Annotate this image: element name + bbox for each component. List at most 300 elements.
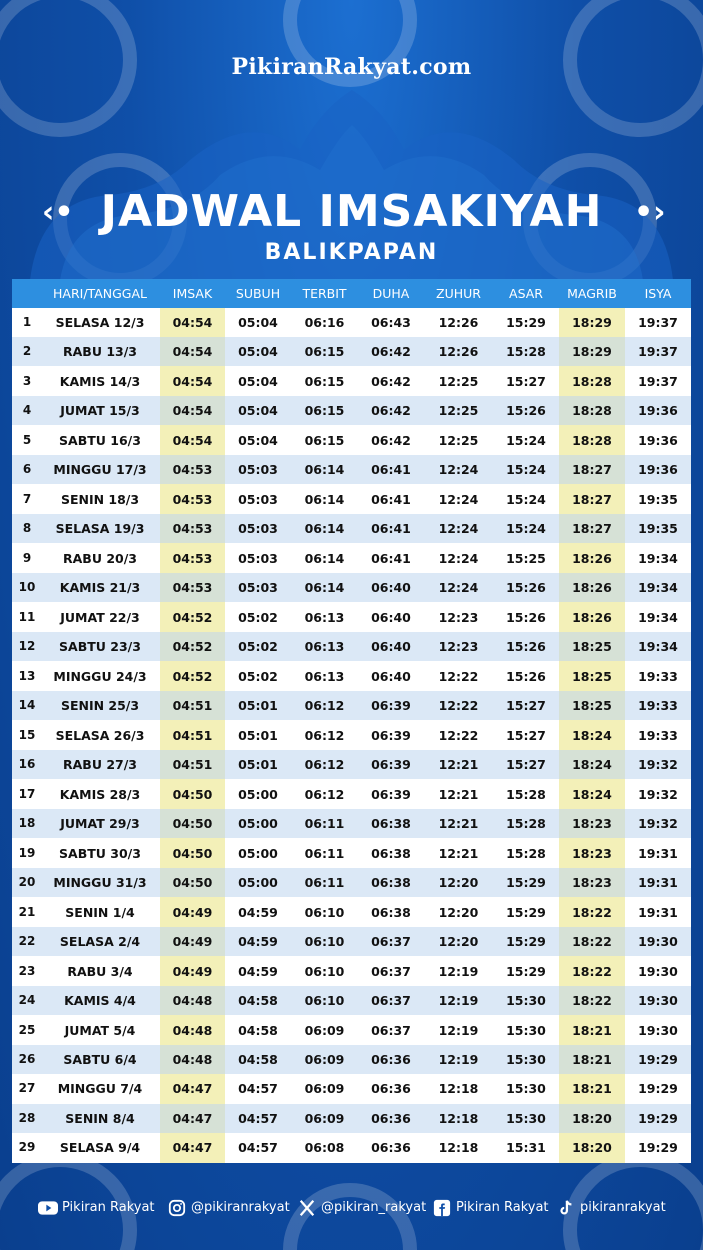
cell-subuh: 05:01 bbox=[238, 698, 278, 714]
cell-imsak: 04:49 bbox=[172, 934, 213, 950]
table-row bbox=[12, 367, 691, 396]
cell-magrib: 18:22 bbox=[572, 993, 612, 1009]
cell-row-number: 11 bbox=[18, 609, 36, 624]
table-row bbox=[12, 573, 691, 602]
cell-zuhur: 12:25 bbox=[438, 373, 479, 389]
table-row bbox=[12, 691, 691, 720]
cell-terbit: 06:15 bbox=[304, 432, 345, 448]
cell-imsak: 04:54 bbox=[172, 432, 213, 448]
cell-asar: 15:28 bbox=[506, 845, 546, 861]
cell-magrib: 18:22 bbox=[572, 963, 612, 979]
table-row bbox=[12, 868, 691, 897]
cell-imsak: 04:52 bbox=[172, 639, 213, 655]
cell-asar: 15:30 bbox=[506, 993, 546, 1009]
cell-isya: 19:34 bbox=[638, 609, 678, 625]
facebook-link[interactable] bbox=[432, 1196, 549, 1220]
cell-isya: 19:33 bbox=[638, 727, 678, 743]
cell-imsak: 04:52 bbox=[172, 609, 213, 625]
cell-day-date: KAMIS 4/4 bbox=[64, 993, 136, 1009]
cell-duha: 06:40 bbox=[371, 580, 411, 596]
column-header-zuhur: ZUHUR bbox=[436, 286, 481, 301]
cell-zuhur: 12:20 bbox=[438, 875, 479, 891]
table-row bbox=[12, 809, 691, 838]
cell-subuh: 05:00 bbox=[238, 816, 278, 832]
cell-magrib: 18:23 bbox=[572, 816, 612, 832]
cell-isya: 19:36 bbox=[638, 432, 678, 448]
cell-day-date: SELASA 9/4 bbox=[59, 1140, 141, 1156]
cell-imsak: 04:48 bbox=[172, 993, 213, 1009]
cell-terbit: 06:14 bbox=[304, 491, 345, 507]
column-header-day-date: HARI/TANGGAL bbox=[53, 286, 147, 301]
cell-imsak: 04:50 bbox=[172, 786, 213, 802]
cell-duha: 06:38 bbox=[371, 904, 411, 920]
cell-duha: 06:38 bbox=[371, 875, 411, 891]
cell-day-date: MINGGU 17/3 bbox=[53, 462, 147, 478]
cell-isya: 19:33 bbox=[638, 668, 678, 684]
cell-magrib: 18:25 bbox=[572, 639, 612, 655]
cell-terbit: 06:16 bbox=[304, 315, 345, 330]
cell-zuhur: 12:22 bbox=[438, 727, 479, 743]
cell-asar: 15:29 bbox=[506, 963, 546, 979]
cell-terbit: 06:10 bbox=[304, 993, 345, 1009]
cell-day-date: SELASA 2/4 bbox=[59, 934, 141, 950]
cell-duha: 06:41 bbox=[371, 491, 411, 507]
cell-row-number: 17 bbox=[18, 786, 36, 801]
table-row bbox=[12, 544, 691, 573]
cell-terbit: 06:13 bbox=[304, 639, 345, 655]
cell-duha: 06:41 bbox=[371, 550, 411, 566]
brand-logo: PikiranRakyat.com bbox=[231, 54, 472, 80]
cell-isya: 19:29 bbox=[638, 1140, 678, 1156]
cell-row-number: 7 bbox=[22, 491, 32, 506]
cell-zuhur: 12:22 bbox=[438, 668, 479, 684]
cell-subuh: 04:57 bbox=[238, 1110, 278, 1126]
cell-row-number: 9 bbox=[22, 550, 32, 565]
cell-asar: 15:29 bbox=[506, 904, 546, 920]
table-row bbox=[12, 1133, 691, 1162]
cell-subuh: 05:02 bbox=[238, 609, 278, 625]
cell-asar: 15:26 bbox=[506, 639, 546, 655]
cell-duha: 06:42 bbox=[371, 373, 411, 389]
cell-duha: 06:40 bbox=[371, 668, 411, 684]
table-row bbox=[12, 662, 691, 691]
cell-imsak: 04:50 bbox=[172, 816, 213, 832]
cell-day-date: RABU 27/3 bbox=[63, 757, 137, 773]
cell-duha: 06:43 bbox=[371, 315, 411, 330]
column-header-duha: DUHA bbox=[372, 286, 410, 301]
cell-asar: 15:29 bbox=[506, 875, 546, 891]
cell-terbit: 06:11 bbox=[304, 875, 345, 891]
cell-day-date: MINGGU 7/4 bbox=[57, 1081, 143, 1097]
cell-isya: 19:35 bbox=[638, 521, 678, 537]
cell-magrib: 18:27 bbox=[572, 491, 612, 507]
cell-magrib: 18:21 bbox=[572, 1081, 612, 1097]
table-header bbox=[12, 279, 691, 308]
cell-zuhur: 12:24 bbox=[438, 521, 479, 537]
x-link[interactable] bbox=[297, 1196, 426, 1220]
cell-asar: 15:27 bbox=[506, 698, 546, 714]
cell-asar: 15:31 bbox=[506, 1140, 546, 1156]
cell-duha: 06:39 bbox=[371, 727, 411, 743]
cell-zuhur: 12:25 bbox=[438, 403, 479, 419]
cell-day-date: JUMAT 15/3 bbox=[60, 403, 140, 419]
cell-magrib: 18:28 bbox=[572, 373, 612, 389]
cell-subuh: 04:59 bbox=[238, 963, 278, 979]
cell-subuh: 05:00 bbox=[238, 875, 278, 891]
cell-isya: 19:30 bbox=[638, 934, 678, 950]
cell-asar: 15:30 bbox=[506, 1052, 546, 1067]
table-row bbox=[12, 986, 691, 1015]
table-row bbox=[12, 721, 691, 750]
column-header-subuh: SUBUH bbox=[235, 286, 281, 301]
cell-row-number: 4 bbox=[22, 403, 32, 418]
page-subtitle: BALIKPAPAN bbox=[264, 240, 439, 265]
cell-day-date: SENIN 8/4 bbox=[65, 1110, 135, 1126]
cell-imsak: 04:50 bbox=[172, 875, 213, 891]
instagram-link[interactable] bbox=[167, 1196, 290, 1220]
tiktok-label: pikiranrakyat bbox=[580, 1200, 666, 1215]
cell-row-number: 28 bbox=[18, 1110, 36, 1125]
cell-row-number: 14 bbox=[18, 698, 36, 713]
cell-row-number: 13 bbox=[18, 668, 36, 683]
table-row bbox=[12, 632, 691, 661]
cell-day-date: RABU 20/3 bbox=[63, 550, 137, 566]
cell-asar: 15:24 bbox=[506, 432, 546, 448]
table-row bbox=[12, 1045, 691, 1074]
table-row bbox=[12, 927, 691, 956]
cell-magrib: 18:23 bbox=[572, 845, 612, 861]
table-row bbox=[12, 839, 691, 868]
cell-terbit: 06:11 bbox=[304, 816, 345, 832]
cell-row-number: 3 bbox=[22, 373, 32, 388]
cell-imsak: 04:53 bbox=[172, 580, 213, 596]
cell-asar: 15:27 bbox=[506, 373, 546, 389]
cell-duha: 06:40 bbox=[371, 609, 411, 625]
cell-row-number: 12 bbox=[18, 639, 36, 654]
cell-magrib: 18:25 bbox=[572, 668, 612, 684]
cell-zuhur: 12:18 bbox=[438, 1110, 479, 1126]
right-ornament-icon: •› bbox=[634, 195, 666, 230]
cell-isya: 19:37 bbox=[638, 344, 678, 360]
youtube-label: Pikiran Rakyat bbox=[62, 1200, 155, 1215]
cell-day-date: MINGGU 24/3 bbox=[53, 668, 147, 684]
cell-duha: 06:37 bbox=[371, 934, 411, 950]
cell-magrib: 18:22 bbox=[572, 934, 612, 950]
cell-zuhur: 12:21 bbox=[438, 757, 479, 773]
cell-terbit: 06:12 bbox=[304, 786, 345, 802]
cell-zuhur: 12:20 bbox=[438, 904, 479, 920]
cell-terbit: 06:09 bbox=[304, 1052, 345, 1067]
cell-row-number: 16 bbox=[18, 757, 36, 772]
cell-imsak: 04:54 bbox=[172, 373, 213, 389]
instagram-icon bbox=[167, 1199, 187, 1217]
cell-day-date: RABU 3/4 bbox=[67, 963, 133, 979]
cell-zuhur: 12:24 bbox=[438, 491, 479, 507]
cell-terbit: 06:14 bbox=[304, 580, 345, 596]
cell-day-date: SABTU 30/3 bbox=[59, 845, 141, 861]
cell-subuh: 05:03 bbox=[238, 491, 278, 507]
cell-asar: 15:30 bbox=[506, 1022, 546, 1038]
cell-asar: 15:27 bbox=[506, 727, 546, 743]
cell-day-date: SABTU 6/4 bbox=[63, 1052, 137, 1067]
cell-day-date: JUMAT 22/3 bbox=[60, 609, 140, 625]
cell-magrib: 18:26 bbox=[572, 550, 612, 566]
cell-duha: 06:38 bbox=[371, 845, 411, 861]
cell-magrib: 18:29 bbox=[572, 315, 612, 330]
cell-subuh: 05:03 bbox=[238, 521, 278, 537]
cell-imsak: 04:48 bbox=[172, 1022, 213, 1038]
cell-row-number: 25 bbox=[18, 1022, 36, 1037]
cell-magrib: 18:27 bbox=[572, 521, 612, 537]
cell-subuh: 05:04 bbox=[238, 373, 278, 389]
cell-magrib: 18:24 bbox=[572, 786, 612, 802]
cell-duha: 06:41 bbox=[371, 521, 411, 537]
cell-subuh: 05:00 bbox=[238, 845, 278, 861]
cell-imsak: 04:53 bbox=[172, 550, 213, 566]
cell-isya: 19:30 bbox=[638, 993, 678, 1009]
cell-magrib: 18:27 bbox=[572, 462, 612, 478]
cell-day-date: KAMIS 28/3 bbox=[59, 786, 141, 802]
cell-day-date: SELASA 26/3 bbox=[55, 727, 145, 743]
cell-asar: 15:26 bbox=[506, 609, 546, 625]
cell-zuhur: 12:21 bbox=[438, 845, 479, 861]
cell-day-date: SENIN 25/3 bbox=[60, 698, 140, 714]
cell-duha: 06:36 bbox=[371, 1052, 411, 1067]
cell-isya: 19:29 bbox=[638, 1110, 678, 1126]
cell-duha: 06:36 bbox=[371, 1140, 411, 1156]
table-row bbox=[12, 485, 691, 514]
page-title: JADWAL IMSAKIYAH bbox=[100, 186, 603, 237]
cell-subuh: 05:01 bbox=[238, 727, 278, 743]
cell-subuh: 04:58 bbox=[238, 1022, 278, 1038]
table-row bbox=[12, 455, 691, 484]
table-row bbox=[12, 1104, 691, 1133]
cell-terbit: 06:14 bbox=[304, 550, 345, 566]
cell-terbit: 06:11 bbox=[304, 845, 345, 861]
cell-terbit: 06:12 bbox=[304, 727, 345, 743]
cell-terbit: 06:15 bbox=[304, 373, 345, 389]
cell-duha: 06:41 bbox=[371, 462, 411, 478]
cell-subuh: 04:57 bbox=[238, 1081, 278, 1097]
cell-magrib: 18:26 bbox=[572, 580, 612, 596]
cell-terbit: 06:14 bbox=[304, 521, 345, 537]
cell-magrib: 18:21 bbox=[572, 1052, 612, 1067]
cell-imsak: 04:47 bbox=[172, 1081, 213, 1097]
cell-imsak: 04:52 bbox=[172, 668, 213, 684]
cell-terbit: 06:15 bbox=[304, 344, 345, 360]
cell-subuh: 05:04 bbox=[238, 315, 278, 330]
x-label: @pikiran_rakyat bbox=[321, 1200, 427, 1215]
cell-duha: 06:39 bbox=[371, 698, 411, 714]
tiktok-link[interactable] bbox=[556, 1196, 666, 1220]
cell-asar: 15:28 bbox=[506, 816, 546, 832]
cell-terbit: 06:13 bbox=[304, 668, 345, 684]
cell-isya: 19:31 bbox=[638, 904, 678, 920]
cell-isya: 19:36 bbox=[638, 403, 678, 419]
table-row bbox=[12, 898, 691, 927]
cell-day-date: SABTU 23/3 bbox=[59, 639, 141, 655]
cell-asar: 15:26 bbox=[506, 668, 546, 684]
table-row bbox=[12, 396, 691, 425]
cell-terbit: 06:10 bbox=[304, 934, 345, 950]
cell-duha: 06:40 bbox=[371, 639, 411, 655]
cell-magrib: 18:28 bbox=[572, 403, 612, 419]
cell-day-date: SABTU 16/3 bbox=[59, 432, 141, 448]
cell-isya: 19:34 bbox=[638, 580, 678, 596]
cell-terbit: 06:12 bbox=[304, 698, 345, 714]
cell-imsak: 04:50 bbox=[172, 845, 213, 861]
cell-day-date: JUMAT 5/4 bbox=[64, 1022, 136, 1038]
cell-asar: 15:26 bbox=[506, 580, 546, 596]
table-row bbox=[12, 603, 691, 632]
cell-duha: 06:42 bbox=[371, 344, 411, 360]
cell-isya: 19:30 bbox=[638, 1022, 678, 1038]
cell-isya: 19:32 bbox=[638, 786, 678, 802]
cell-day-date: SELASA 19/3 bbox=[55, 521, 145, 537]
cell-row-number: 2 bbox=[22, 344, 32, 359]
cell-isya: 19:30 bbox=[638, 963, 678, 979]
cell-row-number: 23 bbox=[18, 963, 36, 978]
cell-zuhur: 12:19 bbox=[438, 993, 479, 1009]
cell-row-number: 15 bbox=[18, 727, 36, 742]
cell-day-date: RABU 13/3 bbox=[63, 344, 137, 360]
cell-asar: 15:27 bbox=[506, 757, 546, 773]
cell-imsak: 04:53 bbox=[172, 462, 213, 478]
tiktok-icon bbox=[556, 1199, 576, 1217]
cell-terbit: 06:15 bbox=[304, 403, 345, 419]
cell-isya: 19:37 bbox=[638, 373, 678, 389]
cell-day-date: KAMIS 21/3 bbox=[59, 580, 141, 596]
cell-zuhur: 12:23 bbox=[438, 609, 479, 625]
cell-duha: 06:39 bbox=[371, 786, 411, 802]
cell-row-number: 10 bbox=[18, 580, 36, 595]
cell-isya: 19:32 bbox=[638, 816, 678, 832]
column-header-magrib: MAGRIB bbox=[567, 286, 617, 301]
table-row bbox=[12, 1016, 691, 1045]
cell-subuh: 05:04 bbox=[238, 432, 278, 448]
cell-imsak: 04:53 bbox=[172, 491, 213, 507]
cell-row-number: 18 bbox=[18, 816, 36, 831]
cell-subuh: 05:02 bbox=[238, 639, 278, 655]
youtube-link[interactable] bbox=[38, 1196, 155, 1220]
cell-terbit: 06:14 bbox=[304, 462, 345, 478]
cell-imsak: 04:53 bbox=[172, 521, 213, 537]
cell-zuhur: 12:19 bbox=[438, 1052, 479, 1067]
cell-subuh: 04:58 bbox=[238, 993, 278, 1009]
cell-subuh: 04:57 bbox=[238, 1140, 278, 1156]
cell-zuhur: 12:21 bbox=[438, 816, 479, 832]
cell-imsak: 04:54 bbox=[172, 315, 213, 330]
cell-terbit: 06:08 bbox=[304, 1140, 345, 1156]
cell-row-number: 27 bbox=[18, 1081, 36, 1096]
table-row bbox=[12, 750, 691, 779]
cell-zuhur: 12:21 bbox=[438, 786, 479, 802]
table-row bbox=[12, 1074, 691, 1103]
cell-duha: 06:37 bbox=[371, 993, 411, 1009]
cell-subuh: 05:03 bbox=[238, 550, 278, 566]
cell-asar: 15:25 bbox=[506, 550, 546, 566]
cell-asar: 15:28 bbox=[506, 344, 546, 360]
cell-subuh: 05:04 bbox=[238, 403, 278, 419]
cell-subuh: 05:03 bbox=[238, 462, 278, 478]
cell-magrib: 18:22 bbox=[572, 904, 612, 920]
social-footer bbox=[0, 1196, 703, 1220]
cell-isya: 19:33 bbox=[638, 698, 678, 714]
cell-subuh: 04:58 bbox=[238, 1052, 278, 1067]
x-icon bbox=[297, 1199, 317, 1217]
cell-asar: 15:29 bbox=[506, 934, 546, 950]
cell-imsak: 04:51 bbox=[172, 757, 213, 773]
cell-zuhur: 12:23 bbox=[438, 639, 479, 655]
table-row bbox=[12, 780, 691, 809]
cell-row-number: 29 bbox=[18, 1140, 36, 1155]
cell-asar: 15:30 bbox=[506, 1110, 546, 1126]
cell-duha: 06:37 bbox=[371, 1022, 411, 1038]
cell-zuhur: 12:18 bbox=[438, 1140, 479, 1156]
cell-zuhur: 12:18 bbox=[438, 1081, 479, 1097]
cell-asar: 15:28 bbox=[506, 786, 546, 802]
cell-subuh: 05:03 bbox=[238, 580, 278, 596]
cell-imsak: 04:51 bbox=[172, 698, 213, 714]
cell-zuhur: 12:26 bbox=[438, 344, 479, 360]
cell-duha: 06:37 bbox=[371, 963, 411, 979]
cell-isya: 19:34 bbox=[638, 639, 678, 655]
cell-magrib: 18:20 bbox=[572, 1140, 612, 1156]
cell-duha: 06:38 bbox=[371, 816, 411, 832]
cell-terbit: 06:09 bbox=[304, 1110, 345, 1126]
cell-zuhur: 12:20 bbox=[438, 934, 479, 950]
cell-day-date: SENIN 18/3 bbox=[60, 491, 140, 507]
cell-row-number: 20 bbox=[18, 875, 36, 890]
cell-magrib: 18:26 bbox=[572, 609, 612, 625]
cell-terbit: 06:12 bbox=[304, 757, 345, 773]
cell-isya: 19:32 bbox=[638, 757, 678, 773]
cell-day-date: SENIN 1/4 bbox=[65, 904, 135, 920]
cell-zuhur: 12:26 bbox=[438, 315, 479, 330]
cell-row-number: 6 bbox=[22, 462, 32, 477]
cell-subuh: 05:04 bbox=[238, 344, 278, 360]
cell-day-date: SELASA 12/3 bbox=[55, 315, 145, 330]
cell-isya: 19:29 bbox=[638, 1081, 678, 1097]
column-header-terbit: TERBIT bbox=[302, 286, 347, 301]
cell-imsak: 04:54 bbox=[172, 344, 213, 360]
cell-day-date: KAMIS 14/3 bbox=[59, 373, 141, 389]
cell-zuhur: 12:24 bbox=[438, 462, 479, 478]
cell-isya: 19:35 bbox=[638, 491, 678, 507]
cell-zuhur: 12:22 bbox=[438, 698, 479, 714]
cell-terbit: 06:10 bbox=[304, 904, 345, 920]
cell-row-number: 1 bbox=[22, 315, 32, 329]
cell-asar: 15:24 bbox=[506, 521, 546, 537]
column-header-imsak: IMSAK bbox=[172, 286, 213, 301]
cell-terbit: 06:09 bbox=[304, 1081, 345, 1097]
table-row bbox=[12, 426, 691, 455]
cell-zuhur: 12:24 bbox=[438, 550, 479, 566]
cell-zuhur: 12:19 bbox=[438, 1022, 479, 1038]
cell-imsak: 04:47 bbox=[172, 1140, 213, 1156]
cell-duha: 06:42 bbox=[371, 432, 411, 448]
cell-isya: 19:34 bbox=[638, 550, 678, 566]
cell-imsak: 04:49 bbox=[172, 963, 213, 979]
cell-zuhur: 12:19 bbox=[438, 963, 479, 979]
facebook-icon bbox=[432, 1199, 452, 1217]
table-row bbox=[12, 308, 691, 337]
cell-subuh: 04:59 bbox=[238, 934, 278, 950]
cell-row-number: 26 bbox=[18, 1052, 36, 1066]
cell-subuh: 05:01 bbox=[238, 757, 278, 773]
cell-magrib: 18:29 bbox=[572, 344, 612, 360]
cell-row-number: 5 bbox=[22, 432, 32, 447]
